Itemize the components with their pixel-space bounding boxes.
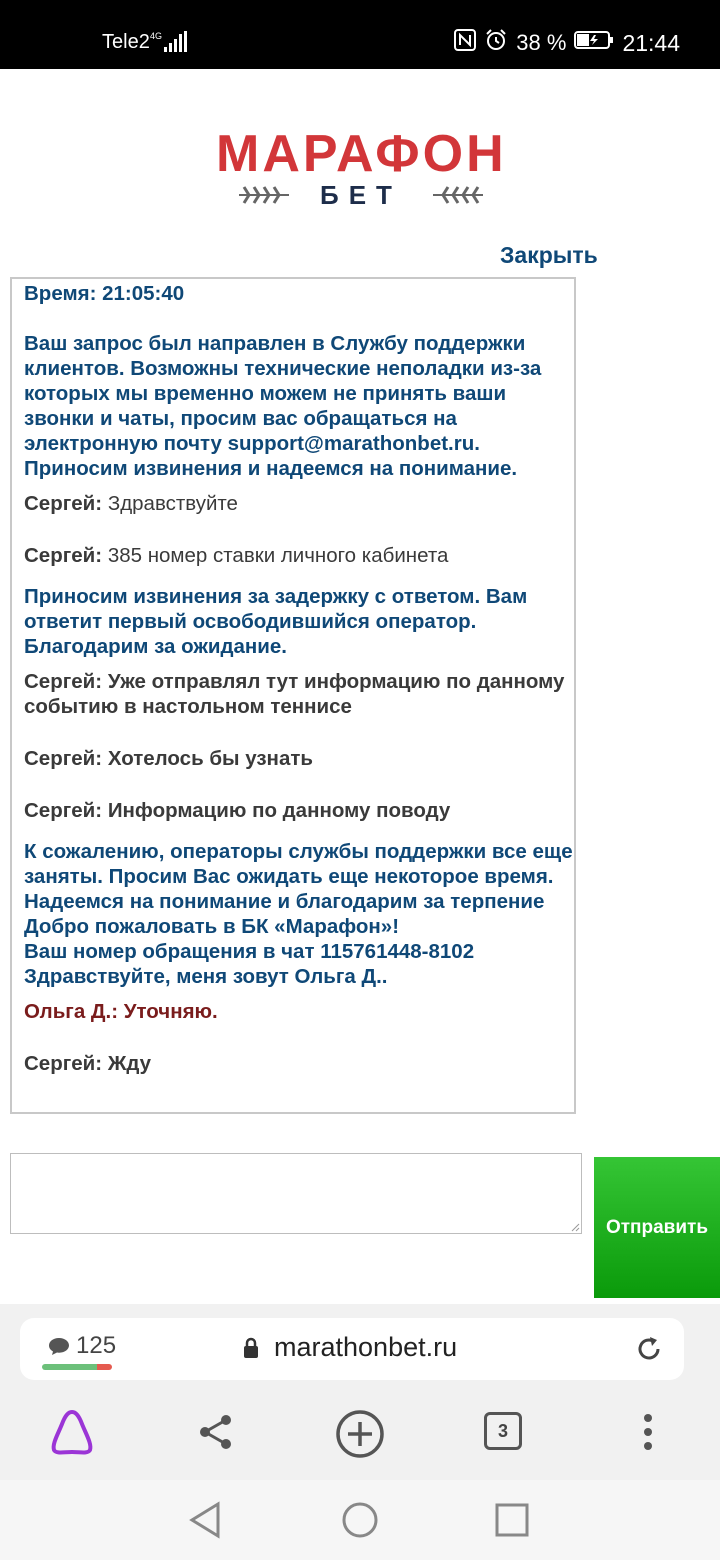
user-name: Сергей: (24, 492, 103, 515)
more-menu-icon[interactable] (640, 1412, 656, 1452)
user-message (24, 1051, 574, 1076)
resize-handle-icon[interactable] (570, 1222, 580, 1232)
message-text: Жду (107, 1052, 152, 1075)
send-button[interactable]: Отправить (594, 1157, 720, 1298)
user-name: Сергей: (24, 1052, 103, 1075)
user-message (24, 491, 574, 516)
battery-icon (574, 30, 614, 56)
svg-text:4G: 4G (150, 31, 163, 41)
lock-icon (242, 1337, 260, 1359)
system-message-line: Здравствуйте, меня зовут Ольга Д.. (24, 965, 388, 988)
user-message (24, 798, 574, 823)
alarm-icon (484, 28, 508, 58)
message-text: Уже отправлял тут информацию по данному событию в настольном теннисе (24, 670, 565, 718)
time-line: Время: 21:05:40 (24, 282, 185, 305)
back-icon[interactable] (188, 1500, 224, 1540)
system-message: Ваш запрос был направлен в Службу поддержки клиентов. Возможны технические неполадки из-за которых мы временно можем не принять ваши звонки и чаты, просим вас обращаться на электронную почту support@marathonbet.ru. Приносим извинения и надеемся на понимание. (24, 332, 542, 480)
user-name: Сергей: (24, 747, 103, 770)
home-icon[interactable] (341, 1500, 379, 1540)
status-bar (0, 0, 720, 69)
message-text: Уточняю. (123, 1000, 218, 1023)
share-icon[interactable] (196, 1412, 236, 1452)
browser-chrome (0, 1304, 720, 1480)
message-text: Здравствуйте (107, 492, 238, 515)
user-message (24, 669, 574, 719)
operator-name: Ольга Д.: (24, 1000, 119, 1023)
system-message-line: К сожалению, операторы службы поддержки все еще заняты. Просим Вас ожидать еще некоторое время. (24, 840, 573, 888)
system-message-line: Надеемся на понимание и благодарим за терпение (24, 890, 545, 913)
url-text[interactable]: marathonbet.ru (274, 1332, 458, 1362)
system-navigation-bar (0, 1480, 720, 1560)
rating-bar (42, 1364, 112, 1370)
chat-transcript[interactable] (10, 277, 576, 1114)
user-message (24, 543, 574, 568)
system-message (24, 839, 574, 989)
close-chat-link[interactable]: Закрыть (500, 242, 598, 268)
address-bar[interactable] (20, 1318, 684, 1380)
operator-message (24, 999, 574, 1024)
clock: 21:44 (622, 29, 680, 56)
battery-percent: 38 % (516, 30, 567, 55)
signal-icon (150, 30, 190, 59)
message-text: Информацию по данному поводу (107, 799, 451, 822)
recents-icon[interactable] (494, 1500, 530, 1540)
user-name: Сергей: (24, 799, 103, 822)
reload-icon[interactable] (634, 1334, 664, 1364)
logo-sub-text: БЕТ (320, 180, 402, 210)
laurel-right-icon (428, 180, 488, 210)
system-message: Приносим извинения за задержку с ответом. Вам ответит первый освободившийся оператор. Благодарим за ожидание. (24, 585, 528, 658)
new-tab-icon[interactable] (334, 1408, 386, 1460)
comment-icon (48, 1336, 70, 1356)
user-message (24, 746, 574, 771)
system-message-line: Ваш номер обращения в чат 115761448-8102 (24, 940, 475, 963)
nfc-icon (454, 29, 476, 57)
user-name: Сергей: (24, 670, 103, 693)
carrier-name: Tele2 (102, 31, 150, 53)
comments-count: 125 (76, 1332, 117, 1359)
browser-toolbar (0, 1400, 720, 1470)
alice-assistant-icon[interactable] (48, 1406, 96, 1458)
logo-main-text: МАРАФОН (216, 125, 507, 183)
tabs-counter-button[interactable]: 3 (484, 1412, 522, 1450)
marathon-bet-logo (216, 126, 506, 216)
user-name: Сергей: (24, 544, 103, 567)
system-message-line: Добро пожаловать в БК «Марафон»! (24, 915, 400, 938)
message-text: Хотелось бы узнать (107, 747, 313, 770)
message-input[interactable] (10, 1153, 582, 1234)
comments-counter[interactable] (48, 1332, 116, 1360)
message-text: 385 номер ставки личного кабинета (107, 544, 449, 567)
